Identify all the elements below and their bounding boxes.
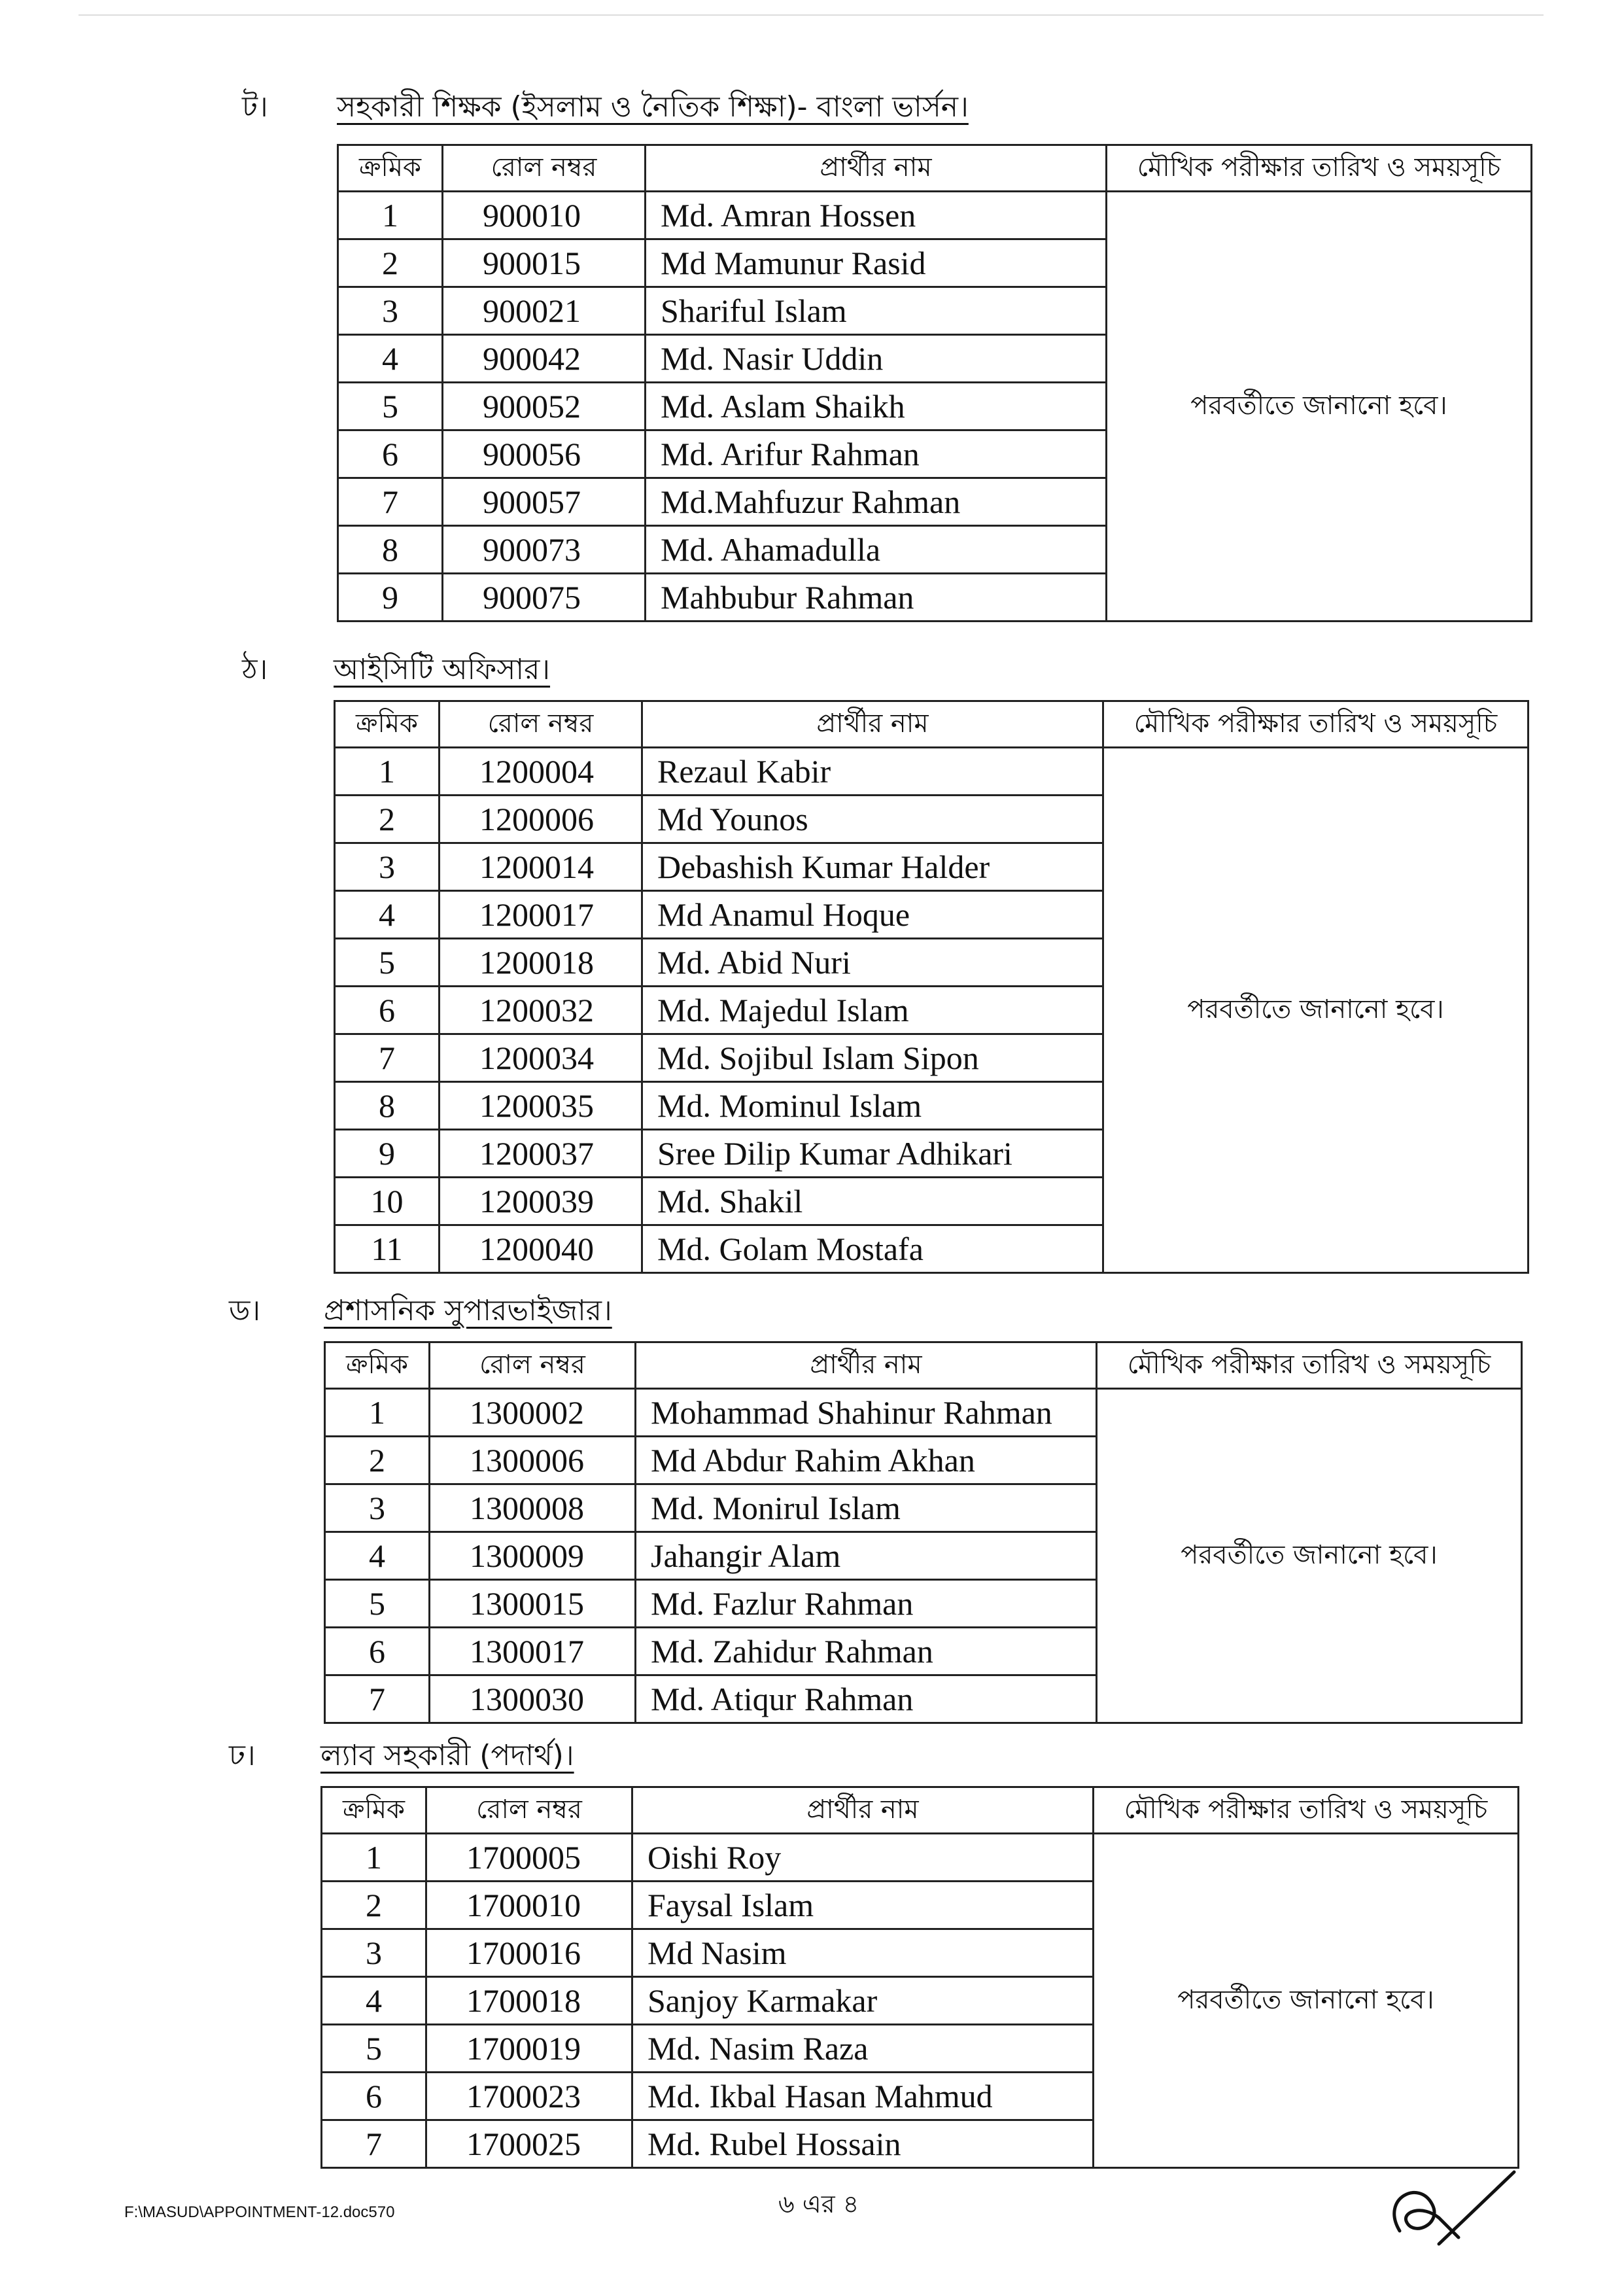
cell-name: Md. Ahamadulla [646,526,1107,574]
cell-roll: 1300030 [430,1675,636,1723]
cell-serial: 3 [338,287,443,335]
section-title: সহকারী শিক্ষক (ইসলাম ও নৈতিক শিক্ষা)- বাংলা ভার্সন। [337,90,969,124]
cell-roll: 900075 [443,574,646,622]
header-serial: ক্রমিক [322,1787,426,1834]
cell-serial: 1 [335,748,440,796]
header-roll: রোল নম্বর [426,1787,632,1834]
cell-roll: 900021 [443,287,646,335]
schedule-note: পরবর্তীতে জানানো হবে। [1097,1389,1522,1723]
page-number: ৬ এর ৪ [778,2190,859,2218]
cell-roll: 1300002 [430,1389,636,1437]
cell-name: Md. Sojibul Islam Sipon [642,1034,1103,1082]
cell-serial: 11 [335,1225,440,1273]
cell-serial: 9 [338,574,443,622]
cell-roll: 1300017 [430,1628,636,1675]
cell-serial: 1 [338,192,443,239]
cell-name: Md. Majedul Islam [642,987,1103,1034]
cell-name: Faysal Islam [632,1882,1094,1929]
cell-roll: 1700019 [426,2025,632,2073]
header-name: প্রার্থীর নাম [632,1787,1094,1834]
cell-name: Md. Zahidur Rahman [636,1628,1097,1675]
cell-name: Md. Mominul Islam [642,1082,1103,1130]
cell-serial: 4 [325,1532,430,1580]
cell-serial: 8 [335,1082,440,1130]
cell-serial: 10 [335,1178,440,1225]
schedule-note: পরবর্তীতে জানানো হবে। [1103,748,1529,1273]
cell-name: Sanjoy Karmakar [632,1977,1094,2025]
cell-serial: 5 [335,939,440,987]
header-name: প্রার্থীর নাম [642,701,1103,748]
cell-name: Md Abdur Rahim Akhan [636,1437,1097,1484]
cell-name: Mahbubur Rahman [646,574,1107,622]
candidate-table [324,1341,1523,1724]
cell-roll: 900056 [443,430,646,478]
cell-roll: 1200014 [440,843,642,891]
cell-roll: 1200004 [440,748,642,796]
cell-serial: 3 [322,1929,426,1977]
cell-serial: 9 [335,1130,440,1178]
cell-roll: 900015 [443,239,646,287]
cell-serial: 3 [335,843,440,891]
cell-roll: 1700005 [426,1834,632,1882]
table-row [335,748,1529,796]
cell-serial: 5 [325,1580,430,1628]
cell-serial: 2 [338,239,443,287]
cell-name: Md. Ikbal Hasan Mahmud [632,2073,1094,2120]
cell-roll: 1700010 [426,1882,632,1929]
cell-name: Mohammad Shahinur Rahman [636,1389,1097,1437]
cell-roll: 1200040 [440,1225,642,1273]
cell-serial: 6 [338,430,443,478]
cell-name: Md Mamunur Rasid [646,239,1107,287]
cell-name: Md Anamul Hoque [642,891,1103,939]
table-row [325,1389,1522,1437]
table-body [322,1787,1519,2168]
section-letter: ড। [229,1294,261,1327]
cell-roll: 1200006 [440,796,642,843]
header-roll: রোল নম্বর [440,701,642,748]
cell-serial: 5 [322,2025,426,2073]
cell-roll: 1300008 [430,1484,636,1532]
section-letter: ট। [242,90,268,124]
header-name: প্রার্থীর নাম [646,145,1107,192]
cell-name: Md. Amran Hossen [646,192,1107,239]
cell-name: Md. Monirul Islam [636,1484,1097,1532]
cell-serial: 4 [322,1977,426,2025]
cell-name: Md. Nasir Uddin [646,335,1107,383]
cell-serial: 6 [325,1628,430,1675]
cell-serial: 6 [322,2073,426,2120]
cell-name: Oishi Roy [632,1834,1094,1882]
cell-serial: 1 [325,1389,430,1437]
cell-name: Md Younos [642,796,1103,843]
cell-name: Shariful Islam [646,287,1107,335]
candidate-table [337,144,1532,622]
cell-roll: 1700025 [426,2120,632,2168]
table-header-row [338,145,1532,192]
cell-roll: 1200039 [440,1178,642,1225]
cell-roll: 1700023 [426,2073,632,2120]
header-roll: রোল নম্বর [443,145,646,192]
cell-serial: 7 [325,1675,430,1723]
cell-serial: 7 [322,2120,426,2168]
cell-roll: 1200017 [440,891,642,939]
cell-name: Md. Fazlur Rahman [636,1580,1097,1628]
table-header-row [322,1787,1519,1834]
cell-roll: 1700016 [426,1929,632,1977]
cell-serial: 8 [338,526,443,574]
cell-serial: 2 [335,796,440,843]
header-schedule: মৌখিক পরীক্ষার তারিখ ও সময়সূচি [1107,145,1532,192]
cell-roll: 1700018 [426,1977,632,2025]
cell-roll: 900073 [443,526,646,574]
header-serial: ক্রমিক [338,145,443,192]
cell-roll: 900010 [443,192,646,239]
cell-serial: 7 [335,1034,440,1082]
section-letter: ঢ। [229,1739,256,1772]
section-heading [242,85,1550,137]
cell-name: Md. Golam Mostafa [642,1225,1103,1273]
cell-name: Sree Dilip Kumar Adhikari [642,1130,1103,1178]
file-path: F:\MASUD\APPOINTMENT-12.doc570 [124,2203,395,2221]
section-heading [242,648,1550,700]
cell-roll: 900052 [443,383,646,430]
cell-roll: 1300009 [430,1532,636,1580]
schedule-note: পরবর্তীতে জানানো হবে। [1094,1834,1519,2168]
table-row [338,192,1532,239]
header-schedule: মৌখিক পরীক্ষার তারিখ ও সময়সূচি [1103,701,1529,748]
cell-roll: 900042 [443,335,646,383]
section-title: ল্যাব সহকারী (পদার্থ)। [320,1739,574,1772]
cell-roll: 1200035 [440,1082,642,1130]
cell-roll: 900057 [443,478,646,526]
header-serial: ক্রমিক [335,701,440,748]
cell-name: Debashish Kumar Halder [642,843,1103,891]
header-name: প্রার্থীর নাম [636,1342,1097,1389]
candidate-table [334,700,1529,1274]
cell-roll: 1200018 [440,939,642,987]
cell-serial: 7 [338,478,443,526]
cell-name: Md. Aslam Shaikh [646,383,1107,430]
section-title: আইসিটি অফিসার। [334,653,551,686]
signature-mark [1360,2159,1517,2257]
table-header-row [335,701,1529,748]
cell-name: Jahangir Alam [636,1532,1097,1580]
table-body [325,1342,1522,1723]
cell-serial: 4 [335,891,440,939]
cell-serial: 1 [322,1834,426,1882]
candidate-table [320,1786,1519,2169]
cell-name: Rezaul Kabir [642,748,1103,796]
cell-serial: 3 [325,1484,430,1532]
cell-serial: 2 [322,1882,426,1929]
cell-roll: 1200032 [440,987,642,1034]
section-letter: ঠ। [242,653,268,686]
cell-serial: 5 [338,383,443,430]
cell-name: Md Nasim [632,1929,1094,1977]
cell-roll: 1300015 [430,1580,636,1628]
scan-edge-line [78,14,1544,16]
section-heading [229,1734,1537,1786]
header-serial: ক্রমিক [325,1342,430,1389]
cell-roll: 1200037 [440,1130,642,1178]
table-row [322,1834,1519,1882]
cell-name: Md. Rubel Hossain [632,2120,1094,2168]
cell-name: Md. Nasim Raza [632,2025,1094,2073]
schedule-note: পরবর্তীতে জানানো হবে। [1107,192,1532,622]
cell-name: Md. Atiqur Rahman [636,1675,1097,1723]
header-schedule: মৌখিক পরীক্ষার তারিখ ও সময়সূচি [1094,1787,1519,1834]
cell-name: Md.Mahfuzur Rahman [646,478,1107,526]
header-schedule: মৌখিক পরীক্ষার তারিখ ও সময়সূচি [1097,1342,1522,1389]
cell-name: Md. Arifur Rahman [646,430,1107,478]
cell-serial: 2 [325,1437,430,1484]
section-title: প্রশাসনিক সুপারভাইজার। [324,1294,612,1327]
section-heading [229,1289,1537,1341]
table-body [335,701,1529,1273]
table-header-row [325,1342,1522,1389]
cell-roll: 1300006 [430,1437,636,1484]
cell-serial: 4 [338,335,443,383]
cell-name: Md. Shakil [642,1178,1103,1225]
cell-serial: 6 [335,987,440,1034]
cell-roll: 1200034 [440,1034,642,1082]
table-body [338,145,1532,622]
cell-name: Md. Abid Nuri [642,939,1103,987]
header-roll: রোল নম্বর [430,1342,636,1389]
